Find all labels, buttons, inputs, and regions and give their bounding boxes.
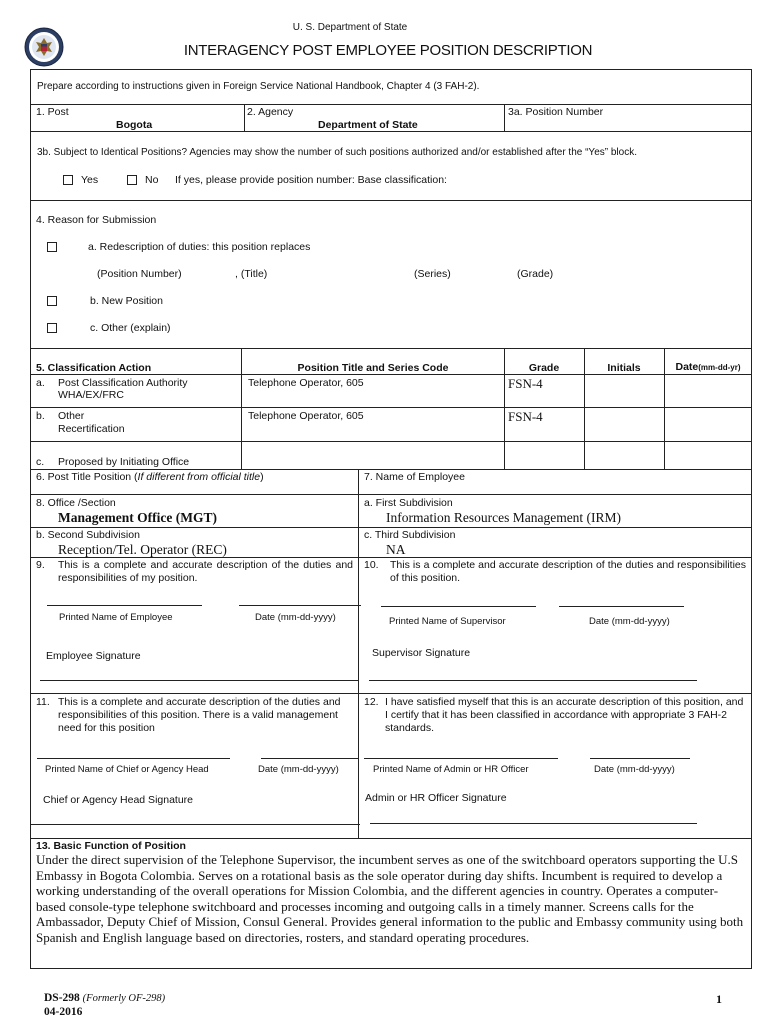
employee-signature-line: [40, 680, 358, 681]
reason-series: (Series): [414, 268, 451, 280]
chief-printed-name-label: Printed Name of Chief or Agency Head: [45, 764, 209, 775]
department-name: U. S. Department of State: [292, 22, 408, 33]
reason-c-checkbox[interactable]: [47, 323, 57, 333]
instructions-text: Prepare according to instructions given in Foreign Service National Handbook, Chapter 4 (3 FAH-2).: [37, 81, 480, 92]
supervisor-date-line: [559, 606, 684, 607]
grade-header: Grade: [528, 362, 560, 374]
hr-date-line: [590, 758, 690, 759]
identical-positions-question: 3b. Subject to Identical Positions? Agencies may show the number of such positions authorized and/or established after the “Yes” block.: [37, 147, 637, 158]
supervisor-signature-label: Supervisor Signature: [372, 647, 471, 659]
reason-b-label: b. New Position: [90, 295, 163, 307]
classification-row-a-letter: a.: [36, 377, 45, 389]
date-header: [664, 361, 752, 373]
post-title-label-text: 6. Post Title Position (: [36, 471, 138, 483]
chief-date-label: Date (mm-dd-yyyy): [258, 764, 339, 775]
section-9-number: 9.: [36, 559, 45, 571]
chief-signature-line: [30, 824, 360, 825]
second-subdivision-label: b. Second Subdivision: [36, 529, 140, 541]
post-title-label-italic: If different from official title: [137, 471, 261, 483]
chief-printed-name-line: [37, 758, 230, 759]
employee-date-label: Date (mm-dd-yyyy): [255, 612, 336, 623]
reason-title: , (Title): [235, 268, 268, 280]
first-subdivision-label: a. First Subdivision: [364, 497, 453, 509]
third-subdivision-label: c. Third Subdivision: [364, 529, 456, 541]
section-12-number: 12.: [364, 696, 379, 708]
employee-name-label: 7. Name of Employee: [364, 471, 465, 483]
basic-function-label: 13. Basic Function of Position: [36, 840, 186, 852]
agency-value: Department of State: [318, 119, 418, 131]
post-title-label-close: ): [260, 471, 264, 483]
classification-row-a-sublabel: WHA/EX/FRC: [58, 389, 124, 401]
form-title: INTERAGENCY POST EMPLOYEE POSITION DESCRIPTION: [183, 42, 593, 59]
section-10-number: 10.: [364, 559, 379, 571]
supervisor-printed-name-line: [381, 606, 536, 607]
reason-position-number: (Position Number): [97, 268, 182, 280]
classification-row-a-label: Post Classification Authority: [58, 377, 188, 389]
employee-signature-label: Employee Signature: [46, 650, 141, 662]
form-formerly: (Formerly OF-298): [82, 993, 166, 1004]
identical-yes-label: Yes: [81, 174, 99, 186]
classification-row-a-grade: FSN-4: [508, 376, 543, 391]
supervisor-printed-name-label: Printed Name of Supervisor: [389, 616, 506, 627]
classification-row-b-title: Telephone Operator, 605: [248, 410, 364, 422]
third-subdivision-value: NA: [386, 542, 406, 557]
second-subdivision-value: Reception/Tel. Operator (REC): [58, 542, 227, 557]
section-11-number: 11.: [36, 696, 50, 708]
classification-row-b-grade: FSN-4: [508, 409, 543, 424]
supervisor-date-label: Date (mm-dd-yyyy): [589, 616, 670, 627]
position-title-header: Position Title and Series Code: [297, 362, 449, 374]
reason-label: 4. Reason for Submission: [36, 214, 157, 226]
classification-row-b-sublabel: Recertification: [58, 423, 125, 435]
classification-row-c-label: Proposed by Initiating Office: [58, 456, 190, 468]
reason-a-checkbox[interactable]: [47, 242, 57, 252]
section-10-text: This is a complete and accurate description of the duties and responsibilities of this position.: [390, 559, 746, 584]
classification-action-header: 5. Classification Action: [36, 362, 152, 374]
hr-signature-line: [370, 823, 697, 824]
identical-no-label: No: [145, 174, 159, 186]
identical-note: If yes, please provide position number: Base classification:: [175, 174, 447, 186]
employee-printed-name-label: Printed Name of Employee: [59, 612, 173, 623]
reason-grade: (Grade): [517, 268, 554, 280]
post-title-label: [36, 471, 264, 483]
hr-printed-name-label: Printed Name of Admin or HR Officer: [373, 764, 529, 775]
reason-b-checkbox[interactable]: [47, 296, 57, 306]
section-11-text: This is a complete and accurate description of the duties and responsibilities of this position. There is a valid management need for this position: [58, 696, 341, 734]
page-number: 1: [716, 992, 722, 1006]
basic-function-text: Under the direct supervision of the Telephone Supervisor, the incumbent serves as one of the switchboard operators supporting the U.S Embassy in Bogota Colombia. Serves on a rotational basis as the sole operator during day shifts. Incumbent is required to develop a working understanding of the overall operations for Mission Colombia, and the different agencies in country. Operates a computer-based console-type telephone switchboard and processes incoming and outgoing calls in a timely manner. Screens calls for the Ambassador, Deputy Chief of Mission, Consul General. Provides general information to the public and Embassy community using both Spanish and English language based on directories, rosters, and standard operating procedures.: [36, 852, 744, 945]
date-header-label: Date: [675, 361, 699, 373]
identical-yes-checkbox[interactable]: [63, 175, 73, 185]
section-9-text: This is a complete and accurate description of the duties and responsibilities of my position.: [58, 559, 353, 584]
form-footer: [44, 992, 165, 1004]
hr-signature-label: Admin or HR Officer Signature: [365, 792, 507, 804]
chief-date-line: [261, 758, 358, 759]
office-section-value: Management Office (MGT): [58, 510, 217, 525]
position-number-label: 3a. Position Number: [508, 106, 604, 118]
classification-row-a-title: Telephone Operator, 605: [248, 377, 364, 389]
post-value: Bogota: [116, 119, 153, 131]
hr-date-label: Date (mm-dd-yyyy): [594, 764, 675, 775]
date-header-format: (mm-dd-yr): [698, 363, 741, 372]
classification-row-b-letter: b.: [36, 410, 45, 422]
hr-printed-name-line: [364, 758, 558, 759]
chief-signature-label: Chief or Agency Head Signature: [43, 794, 194, 806]
form-date: 04-2016: [44, 1006, 83, 1018]
employee-date-line: [239, 605, 361, 606]
supervisor-signature-line: [369, 680, 697, 681]
section-12-text: I have satisfied myself that this is an accurate description of this position, and I certify that it has been classified in accordance with appropriate 3 FAH-2 standards.: [385, 696, 744, 734]
reason-c-label: c. Other (explain): [90, 322, 171, 334]
identical-no-checkbox[interactable]: [127, 175, 137, 185]
office-section-label: 8. Office /Section: [36, 497, 116, 509]
agency-label: 2. Agency: [247, 106, 294, 118]
employee-printed-name-line: [47, 605, 202, 606]
initials-header: Initials: [607, 362, 641, 374]
form-number: DS-298: [44, 992, 80, 1004]
post-label: 1. Post: [36, 106, 69, 118]
reason-a-label: a. Redescription of duties: this position replaces: [88, 241, 311, 253]
classification-row-c-letter: c.: [36, 456, 45, 468]
first-subdivision-value: Information Resources Management (IRM): [386, 510, 622, 525]
classification-row-b-label: Other: [58, 410, 85, 422]
